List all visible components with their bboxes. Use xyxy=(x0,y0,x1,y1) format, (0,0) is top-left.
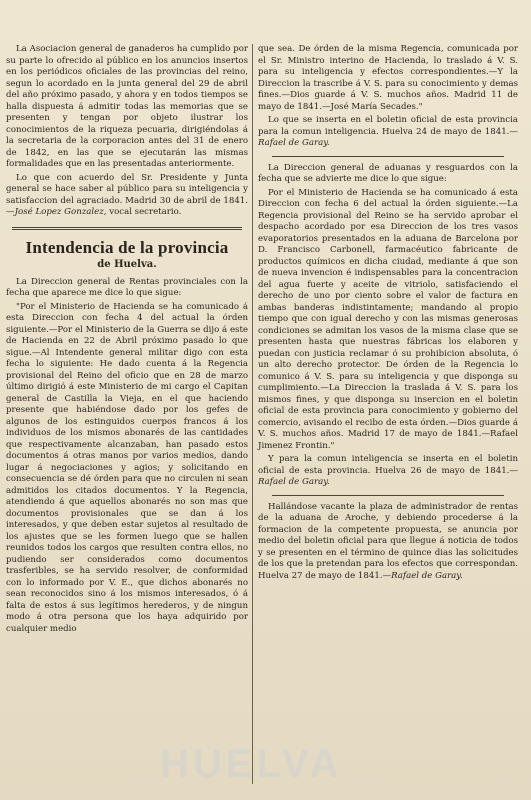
ganaderos-closing xyxy=(6,173,248,219)
section-heading: Intendencia de la provincia xyxy=(25,237,229,257)
divider-2 xyxy=(272,495,504,496)
rentas-insert-note xyxy=(258,115,518,150)
rentas-insert-text: Lo que se inserta en el boletin oficial de esta provincia para la comun inteligencia. Huelva 24 de mayo de 1841.— xyxy=(258,115,518,137)
signature-garay-1: Rafael de Garay. xyxy=(258,138,330,148)
rentas-order-continued: que sea. De órden de la misma Regencia, comunicada por el Sr. Ministro interino de Hacienda, lo traslado á V. S. para su inteligencia y efectos correspondientes.—Y la Direccion la trascribe á V. S. para su conocimiento y demas fines.—Dios guarde á V. S. muchos años. Madrid 11 de mayo de 1841.—José María Secades." xyxy=(258,44,518,112)
signature-lopez: José Lopez Gonzalez, xyxy=(14,207,107,217)
signature-garay-3: Rafael de Garay. xyxy=(391,570,463,581)
aduanas-order: Por el Ministerio de Hacienda se ha comunicado á esta Direccion con fecha 6 del actual la órden siguiente.—La Regencia provisional del Reino se ha servido aprobar el despacho acordado por esa Direccion de los tres vasos evaporatorios presentados en la aduana de Barcelona por D. Francisco Carbonell, farmacéutico fabricante de productos químicos en dicha ciudad, mediante á que son de nueva invencion é indispensables para la concentracion del agua fuerte y aceite de vitriolo, satisfaciendo el derecho de uno por ciento sobre el valor de factura en ambas banderas indistintamente; mandando al propio tiempo que con igual derecho y con las mismas generosas condiciones se admitan los vasos de la misma clase que se presenten hasta que nuestras fábricas los elaboren y puedan con justicia reclamar ó su prohibicion absoluta, ó un alto derecho protector. De órden de la Regencia lo comunico á V. S. para su inteligencia y que disponga su cumplimiento.—La Direccion la traslada á V. S. para los mismos fines, y que disponga su insercion en el boletin oficial de esta provincia para conocimiento y gobierno del comercio, avisando el recibo de esta órden.—Dios guarde á V. S. muchos años. Madrid 17 de mayo de 1841.—Rafael Jimenez Frontin." xyxy=(258,187,518,451)
aduanas-insert-text: Y para la comun inteligencia se inserta en el boletin oficial de esta provincia. Huelva 26 de mayo de 1841.— xyxy=(258,454,518,476)
section-divider xyxy=(12,227,242,230)
ganaderos-closing-text: Lo que con acuerdo del Sr. Presidente y Junta general se hace saber al público para su inteligencia y satisfaccion del agraciado. Madrid 30 de abril de 1841.— xyxy=(6,172,248,217)
column-rule xyxy=(252,44,253,784)
section-subheading: de Huelva. xyxy=(97,258,157,270)
signature-garay-2: Rafael de Garay. xyxy=(258,477,330,487)
left-column xyxy=(6,44,248,637)
aduanas-intro: La Direccion general de aduanas y resguardos con la fecha que se advierte me dice lo que sigue: xyxy=(258,162,518,184)
rentas-order: "Por el Ministerio de Hacienda se ha comunicado á esta Direccion con fecha 4 del actual la órden siguiente.—Por el Ministerio de la Guerra se dijo á este de Hacienda en 22 de Abril próximo pasado lo que sigue.—Al Intendente general militar digo con esta fecha lo siguiente: He dado cuenta á la Regencia provisional del Reino del oficio que en 28 de marzo último dirigió á este Ministerio de mi cargo el Capitan general de Castilla la Vieja, en el que haciendo presente que habiéndose dado por los gefes de algunos de los estinguidos cuerpos francos á los individuos de los mismos abonarés de las cantidades que respectivamente alcanzaban, han pasado estos documentos á otras manos por varios medios, dando lugar á negociaciones y agios; y solicitando en consecuencia se dé órden para que no circulen ni sean admitidos los citados documentos. Y la Regencia, atendiendo á que aquellos abonarés no son mas que documentos provisionales que se dan á los interesados, y que deben estar sujetos al resultado de los ajustes que se les formen luego que se hallen reunidos todos los cargos que resulten contra ellos, no pudiendo ser considerados como documentos trasferibles, se ha servido resolver, de conformidad con lo informado por V. E., que dichos abonarés no sean reconocidos sino á los mismos interesados, ó á falta de estos á sus legítimos herederos, y de ningun modo á otra persona que los haya adquirido por cualquier medio xyxy=(6,301,248,634)
ganaderos-notice: La Asociacion general de ganaderos ha cumplido por su parte lo ofrecido al público en los anuncios insertos en los periódicos oficiales de las provincias del reino, segun lo acordado en la junta general del 29 de abril del año próximo pasado, y ahora y en todos tiempos se halla dispuesta á admitir todas las memorias que se presenten y tengan por objeto ilustrar los conocimientos de la riqueza pecuaria, dirigiéndolas á la secretaria de la corporacion antes del 31 de enero de 1842, en las que se ejecutarán las mismas formalidades que en las presentadas anteriormente. xyxy=(6,44,248,169)
library-watermark: HUELVA xyxy=(160,742,343,786)
signature-lopez-role: vocal secretario. xyxy=(106,207,182,217)
divider-1 xyxy=(272,156,504,157)
vacancy-text: Hallándose vacante la plaza de administrador de rentas de la aduana de Aroche, y debiendo procederse á la formacion de la competente propuesta, se anuncia por medio del boletin oficial para que llegue á noticia de todos y se presenten en el término de quince dias las solicitudes de los que la pretendan para los efectos que correspondan. Huelva 27 de mayo de 1841.— xyxy=(258,501,518,581)
right-column xyxy=(258,44,518,584)
aduanas-insert-note xyxy=(258,454,518,489)
vacancy-notice xyxy=(258,502,518,583)
rentas-intro: La Direccion general de Rentas provinciales con la fecha que aparece me dice lo que sigue: xyxy=(6,276,248,298)
